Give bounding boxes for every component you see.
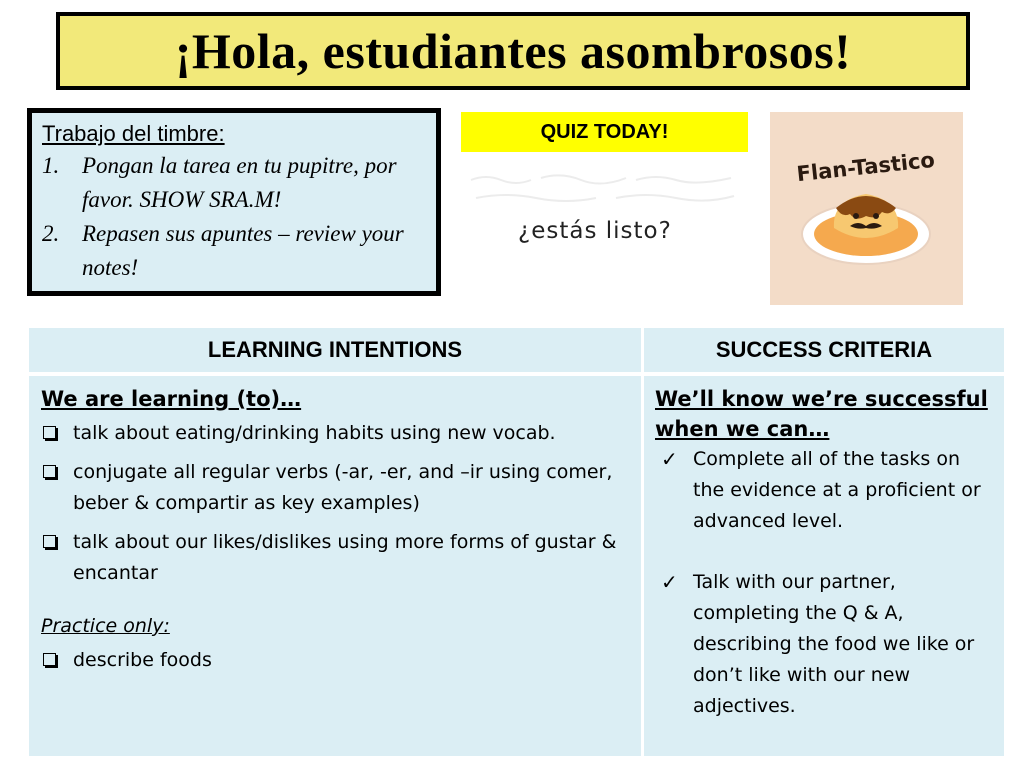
checkbox-icon xyxy=(43,426,56,439)
learning-item xyxy=(41,457,629,519)
practice-item xyxy=(41,645,629,676)
checkmark-icon: ✓ xyxy=(661,447,678,471)
slide-title: ¡Hola, estudiantes asombrosos! xyxy=(174,23,852,79)
learning-item-text: conjugate all regular verbs (-ar, -er, and –ir using comer, beber & compartir as key examples) xyxy=(73,461,613,514)
quiz-question: ¿estás listo? xyxy=(518,218,672,244)
bell-work-box xyxy=(27,108,441,296)
checkmark-icon: ✓ xyxy=(661,570,678,594)
quiz-today-banner xyxy=(461,112,748,152)
practice-list xyxy=(41,645,629,676)
flan-image xyxy=(770,112,963,305)
checkbox-icon xyxy=(43,465,56,478)
success-heading: We’ll know we’re successful when we can… xyxy=(655,387,988,441)
success-item-text: Talk with our partner, completing the Q & A, describing the food we like or don’t like with our new adjectives. xyxy=(693,571,975,717)
success-item xyxy=(655,567,994,722)
learning-item xyxy=(41,527,629,589)
learning-list xyxy=(41,418,629,589)
learning-intentions-header: LEARNING INTENTIONS xyxy=(29,328,641,372)
practice-only-label: Practice only: xyxy=(41,615,170,637)
bell-work-item-text: Pongan la tarea en tu pupitre, por favor. SHOW SRA.M! xyxy=(82,153,397,212)
success-item-text: Complete all of the tasks on the evidence at a proficient or advanced level. xyxy=(693,448,981,532)
learning-item-text: talk about eating/drinking habits using new vocab. xyxy=(73,422,556,444)
bell-work-list xyxy=(42,149,426,285)
success-list xyxy=(655,444,994,722)
bell-work-item xyxy=(42,217,426,285)
quiz-today-label: QUIZ TODAY! xyxy=(540,120,669,143)
practice-item-text: describe foods xyxy=(73,649,212,671)
bell-work-item xyxy=(42,149,426,217)
faint-scribble-decoration xyxy=(466,168,741,208)
learning-intentions-panel xyxy=(29,376,641,756)
checkbox-icon xyxy=(43,535,56,548)
bell-work-item-number: 1. xyxy=(42,153,60,178)
title-banner xyxy=(56,12,970,90)
flan-caption: Flan-Tastico xyxy=(795,147,936,187)
success-criteria-header: SUCCESS CRITERIA xyxy=(644,328,1004,372)
success-criteria-panel xyxy=(644,376,1004,756)
learning-heading: We are learning (to)… xyxy=(41,387,302,411)
learning-item xyxy=(41,418,629,449)
learning-item-text: talk about our likes/dislikes using more forms of gustar & encantar xyxy=(73,531,617,584)
checkbox-icon xyxy=(43,653,56,666)
bell-work-item-text: Repasen sus apuntes – review your notes! xyxy=(82,221,404,280)
success-item xyxy=(655,444,994,537)
bell-work-heading: Trabajo del timbre: xyxy=(42,121,225,146)
bell-work-item-number: 2. xyxy=(42,221,60,246)
